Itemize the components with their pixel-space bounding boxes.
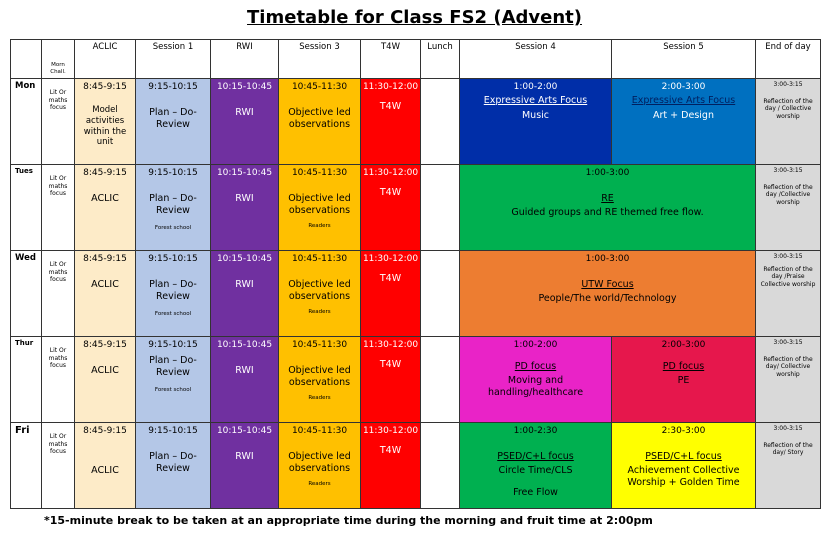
session-1-cell: 9:15-10:15 Plan – Do- Review Forest school (136, 337, 211, 423)
session-1-cell: 9:15-10:15 Plan – Do- Review (136, 423, 211, 509)
t4w-cell: 11:30-12:00 T4W (361, 165, 421, 251)
t4w-cell: 11:30-12:00 T4W (361, 337, 421, 423)
header-session-5: Session 5 (612, 40, 756, 79)
footnote: *15-minute break to be taken at an appropriate time during the morning and fruit time at 2:00pm (44, 514, 653, 527)
day-label: Tues (11, 165, 42, 251)
day-label: Wed (11, 251, 42, 337)
aclic-cell: 8:45-9:15 ACLIC (75, 251, 136, 337)
afternoon-cell: 1:00-3:00 UTW Focus People/The world/Technology (460, 251, 756, 337)
end-of-day-cell: 3:00-3:15 Reflection of the day/ Collective worship (756, 337, 821, 423)
session-1-cell: 9:15-10:15 Plan – Do- Review Forest school (136, 251, 211, 337)
row-wednesday (11, 251, 821, 337)
header-day (11, 40, 42, 79)
row-friday (11, 423, 821, 509)
aclic-cell: 8:45-9:15 ACLIC (75, 337, 136, 423)
t4w-cell: 11:30-12:00 T4W (361, 251, 421, 337)
morn-chall-cell: Lit Or maths focus (42, 79, 75, 165)
header-session-1: Session 1 (136, 40, 211, 79)
session-3-cell: 10:45-11:30 Objective led observations Readers (279, 251, 361, 337)
end-of-day-cell: 3:00-3:15 Reflection of the day / Collective worship (756, 79, 821, 165)
session-3-cell: 10:45-11:30 Objective led observations Readers (279, 165, 361, 251)
morn-chall-cell: Lit Or maths focus (42, 423, 75, 509)
header-aclic: ACLIC (75, 40, 136, 79)
t4w-cell: 11:30-12:00 T4W (361, 79, 421, 165)
lunch-cell (421, 165, 460, 251)
session-5-cell: 2:00-3:00 Expressive Arts Focus Art + Design (612, 79, 756, 165)
rwi-cell: 10:15-10:45 RWI (211, 79, 279, 165)
row-thursday (11, 337, 821, 423)
header-rwi: RWI (211, 40, 279, 79)
aclic-cell: 8:45-9:15 ACLIC (75, 165, 136, 251)
morn-chall-cell: Lit Or maths focus (42, 337, 75, 423)
page-title: Timetable for Class FS2 (Advent) (247, 7, 582, 28)
afternoon-cell: 1:00-3:00 RE Guided groups and RE themed free flow. (460, 165, 756, 251)
morn-chall-cell: Lit Or maths focus (42, 251, 75, 337)
header-row (11, 40, 821, 79)
session-3-cell: 10:45-11:30 Objective led observations (279, 79, 361, 165)
day-label: Thur (11, 337, 42, 423)
timetable (10, 39, 821, 509)
header-lunch: Lunch (421, 40, 460, 79)
rwi-cell: 10:15-10:45 RWI (211, 423, 279, 509)
row-tuesday (11, 165, 821, 251)
header-session-3: Session 3 (279, 40, 361, 79)
session-5-cell: 2:30-3:00 PSED/C+L focus Achievement Collective Worship + Golden Time (612, 423, 756, 509)
end-of-day-cell: 3:00-3:15 Reflection of the day /Collective worship (756, 165, 821, 251)
day-label: Mon (11, 79, 42, 165)
header-t4w: T4W (361, 40, 421, 79)
lunch-cell (421, 251, 460, 337)
header-session-4: Session 4 (460, 40, 612, 79)
session-5-cell: 2:00-3:00 PD focus PE (612, 337, 756, 423)
header-end-of-day: End of day (756, 40, 821, 79)
end-of-day-cell: 3:00-3:15 Reflection of the day /Praise Collective worship (756, 251, 821, 337)
lunch-cell (421, 423, 460, 509)
header-morn: Morn Chall. (42, 40, 75, 79)
rwi-cell: 10:15-10:45 RWI (211, 165, 279, 251)
morn-chall-cell: Lit Or maths focus (42, 165, 75, 251)
session-3-cell: 10:45-11:30 Objective led observations Readers (279, 337, 361, 423)
session-1-cell: 9:15-10:15 Plan – Do- Review Forest school (136, 165, 211, 251)
rwi-cell: 10:15-10:45 RWI (211, 251, 279, 337)
session-4-cell: 1:00-2:00 Expressive Arts Focus Music (460, 79, 612, 165)
session-3-cell: 10:45-11:30 Objective led observations Readers (279, 423, 361, 509)
row-monday (11, 79, 821, 165)
aclic-cell: 8:45-9:15 ACLIC (75, 423, 136, 509)
aclic-cell: 8:45-9:15 Model activities within the unit (75, 79, 136, 165)
day-label: Fri (11, 423, 42, 509)
session-1-cell: 9:15-10:15 Plan – Do- Review (136, 79, 211, 165)
lunch-cell (421, 337, 460, 423)
rwi-cell: 10:15-10:45 RWI (211, 337, 279, 423)
lunch-cell (421, 79, 460, 165)
session-4-cell: 1:00-2:00 PD focus Moving and handling/healthcare (460, 337, 612, 423)
end-of-day-cell: 3:00-3:15 Reflection of the day/ Story (756, 423, 821, 509)
session-4-cell: 1:00-2:30 PSED/C+L focus Circle Time/CLS Free Flow (460, 423, 612, 509)
t4w-cell: 11:30-12:00 T4W (361, 423, 421, 509)
